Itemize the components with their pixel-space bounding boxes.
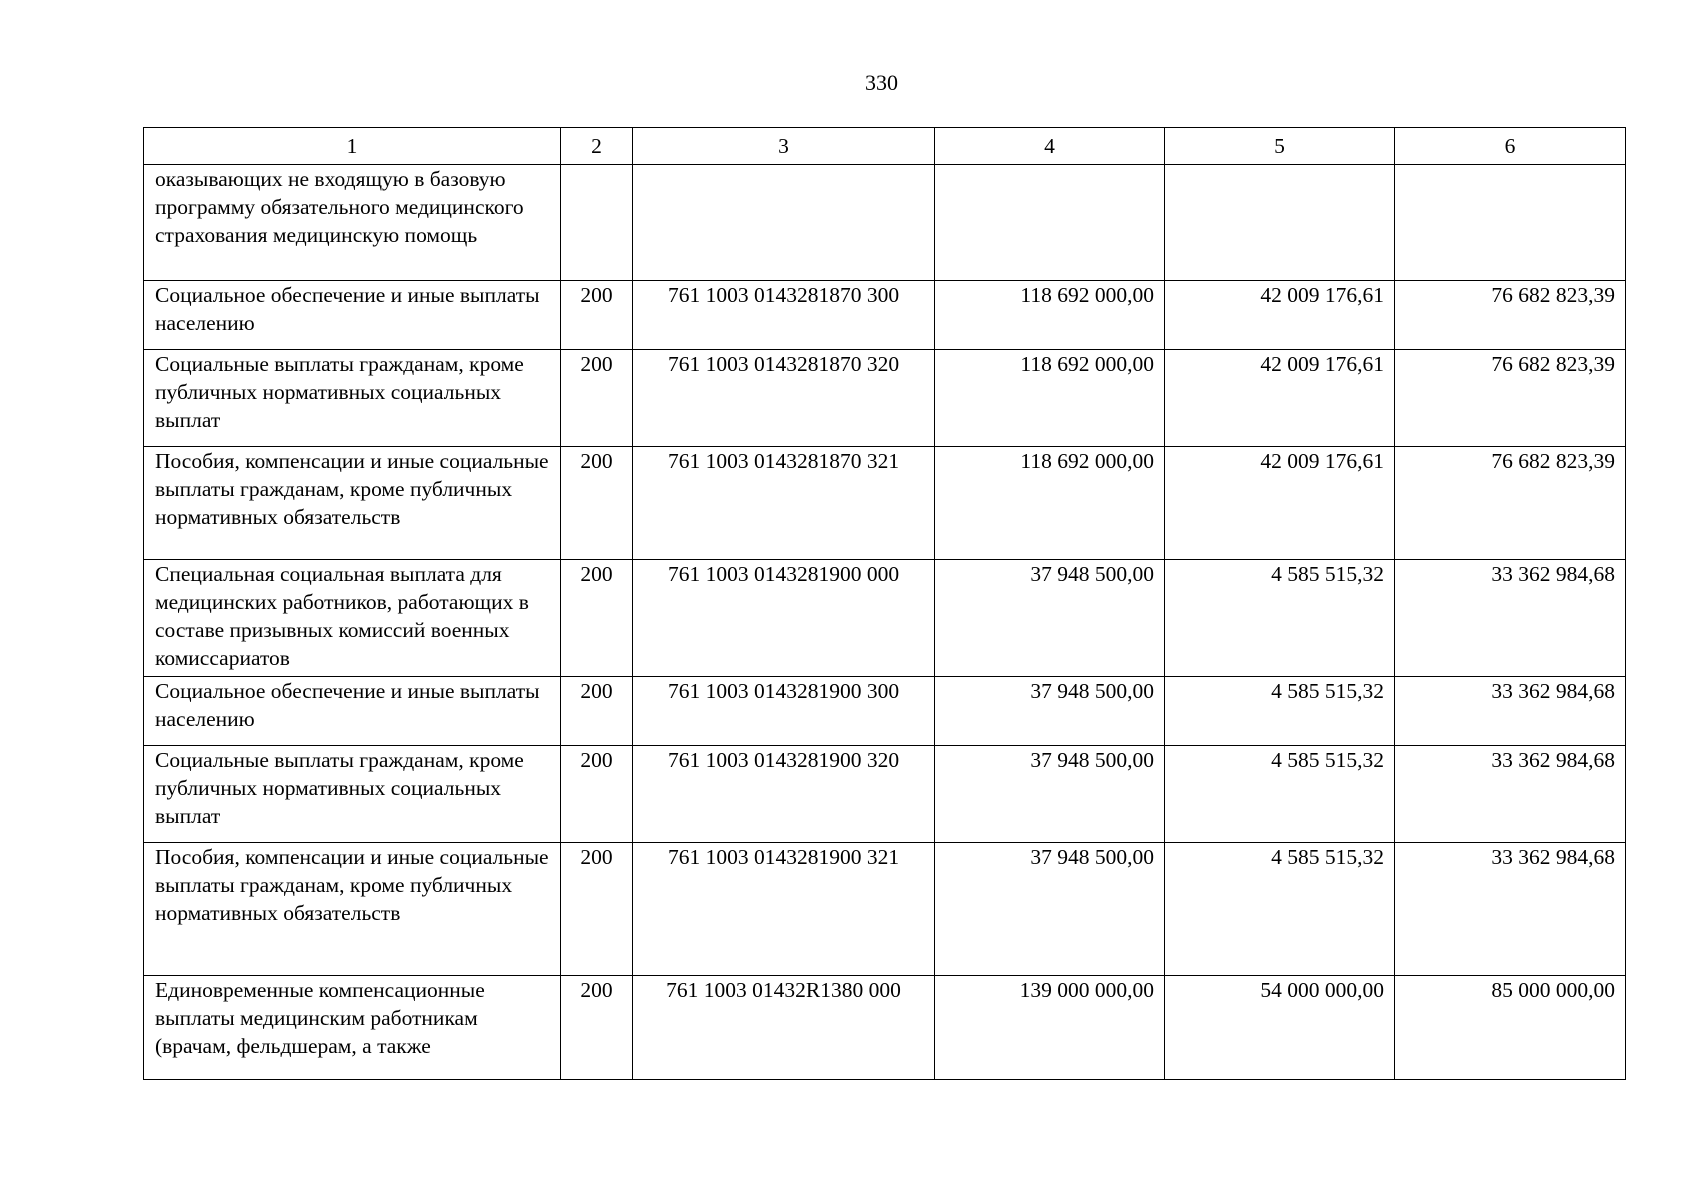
row-code-cell: 200 bbox=[561, 560, 633, 677]
row-name-cell: Единовременные компенсационные выплаты медицинским работникам (врачам, фельдшерам, а также bbox=[144, 976, 561, 1080]
row-executed-cell: 42 009 176,61 bbox=[1165, 350, 1395, 447]
column-header-5: 5 bbox=[1165, 128, 1395, 165]
table-row bbox=[144, 165, 1626, 281]
row-executed-cell bbox=[1165, 165, 1395, 281]
row-code-cell: 200 bbox=[561, 350, 633, 447]
table-row bbox=[144, 447, 1626, 560]
row-executed-cell: 4 585 515,32 bbox=[1165, 843, 1395, 976]
row-approved-cell: 37 948 500,00 bbox=[935, 843, 1165, 976]
row-unexecuted-cell: 76 682 823,39 bbox=[1395, 447, 1626, 560]
table-row bbox=[144, 560, 1626, 677]
row-classification-cell: 761 1003 0143281900 000 bbox=[633, 560, 935, 677]
table-row bbox=[144, 843, 1626, 976]
row-unexecuted-cell: 33 362 984,68 bbox=[1395, 843, 1626, 976]
row-unexecuted-cell: 76 682 823,39 bbox=[1395, 281, 1626, 350]
table-row bbox=[144, 281, 1626, 350]
column-header-3: 3 bbox=[633, 128, 935, 165]
column-header-2: 2 bbox=[561, 128, 633, 165]
row-code-cell: 200 bbox=[561, 281, 633, 350]
row-classification-cell: 761 1003 0143281900 320 bbox=[633, 746, 935, 843]
row-classification-cell: 761 1003 0143281870 300 bbox=[633, 281, 935, 350]
row-code-cell: 200 bbox=[561, 677, 633, 746]
row-classification-cell: 761 1003 0143281870 321 bbox=[633, 447, 935, 560]
row-executed-cell: 54 000 000,00 bbox=[1165, 976, 1395, 1080]
row-name-cell: Пособия, компенсации и иные социальные выплаты гражданам, кроме публичных нормативных обязательств bbox=[144, 843, 561, 976]
row-name-cell: Социальное обеспечение и иные выплаты населению bbox=[144, 677, 561, 746]
row-unexecuted-cell: 76 682 823,39 bbox=[1395, 350, 1626, 447]
column-header-6: 6 bbox=[1395, 128, 1626, 165]
row-code-cell bbox=[561, 165, 633, 281]
row-code-cell: 200 bbox=[561, 976, 633, 1080]
row-code-cell: 200 bbox=[561, 843, 633, 976]
row-code-cell: 200 bbox=[561, 746, 633, 843]
row-approved-cell: 118 692 000,00 bbox=[935, 350, 1165, 447]
table-row bbox=[144, 350, 1626, 447]
table-header-row bbox=[144, 128, 1626, 165]
row-executed-cell: 4 585 515,32 bbox=[1165, 746, 1395, 843]
row-executed-cell: 42 009 176,61 bbox=[1165, 447, 1395, 560]
row-unexecuted-cell: 33 362 984,68 bbox=[1395, 677, 1626, 746]
row-classification-cell bbox=[633, 165, 935, 281]
budget-execution-table bbox=[143, 127, 1626, 1080]
row-unexecuted-cell: 33 362 984,68 bbox=[1395, 746, 1626, 843]
row-classification-cell: 761 1003 0143281900 321 bbox=[633, 843, 935, 976]
row-unexecuted-cell: 33 362 984,68 bbox=[1395, 560, 1626, 677]
row-name-cell: Социальные выплаты гражданам, кроме публичных нормативных социальных выплат bbox=[144, 746, 561, 843]
table-row bbox=[144, 976, 1626, 1080]
row-approved-cell: 118 692 000,00 bbox=[935, 281, 1165, 350]
row-classification-cell: 761 1003 0143281900 300 bbox=[633, 677, 935, 746]
row-approved-cell: 37 948 500,00 bbox=[935, 677, 1165, 746]
row-executed-cell: 4 585 515,32 bbox=[1165, 560, 1395, 677]
row-classification-cell: 761 1003 0143281870 320 bbox=[633, 350, 935, 447]
row-executed-cell: 4 585 515,32 bbox=[1165, 677, 1395, 746]
row-approved-cell: 37 948 500,00 bbox=[935, 560, 1165, 677]
row-name-cell: Пособия, компенсации и иные социальные выплаты гражданам, кроме публичных нормативных обязательств bbox=[144, 447, 561, 560]
row-unexecuted-cell bbox=[1395, 165, 1626, 281]
column-header-1: 1 bbox=[144, 128, 561, 165]
row-unexecuted-cell: 85 000 000,00 bbox=[1395, 976, 1626, 1080]
row-name-cell: Социальные выплаты гражданам, кроме публичных нормативных социальных выплат bbox=[144, 350, 561, 447]
row-approved-cell: 37 948 500,00 bbox=[935, 746, 1165, 843]
row-name-cell: Специальная социальная выплата для медицинских работников, работающих в составе призывных комиссий военных комиссариатов bbox=[144, 560, 561, 677]
table-row bbox=[144, 677, 1626, 746]
row-name-cell: Социальное обеспечение и иные выплаты населению bbox=[144, 281, 561, 350]
row-approved-cell: 118 692 000,00 bbox=[935, 447, 1165, 560]
row-code-cell: 200 bbox=[561, 447, 633, 560]
row-classification-cell: 761 1003 01432R1380 000 bbox=[633, 976, 935, 1080]
row-executed-cell: 42 009 176,61 bbox=[1165, 281, 1395, 350]
row-name-cell: оказывающих не входящую в базовую программу обязательного медицинского страхования медицинскую помощь bbox=[144, 165, 561, 281]
row-approved-cell: 139 000 000,00 bbox=[935, 976, 1165, 1080]
table-row bbox=[144, 746, 1626, 843]
page-number: 330 bbox=[865, 70, 898, 95]
column-header-4: 4 bbox=[935, 128, 1165, 165]
row-approved-cell bbox=[935, 165, 1165, 281]
